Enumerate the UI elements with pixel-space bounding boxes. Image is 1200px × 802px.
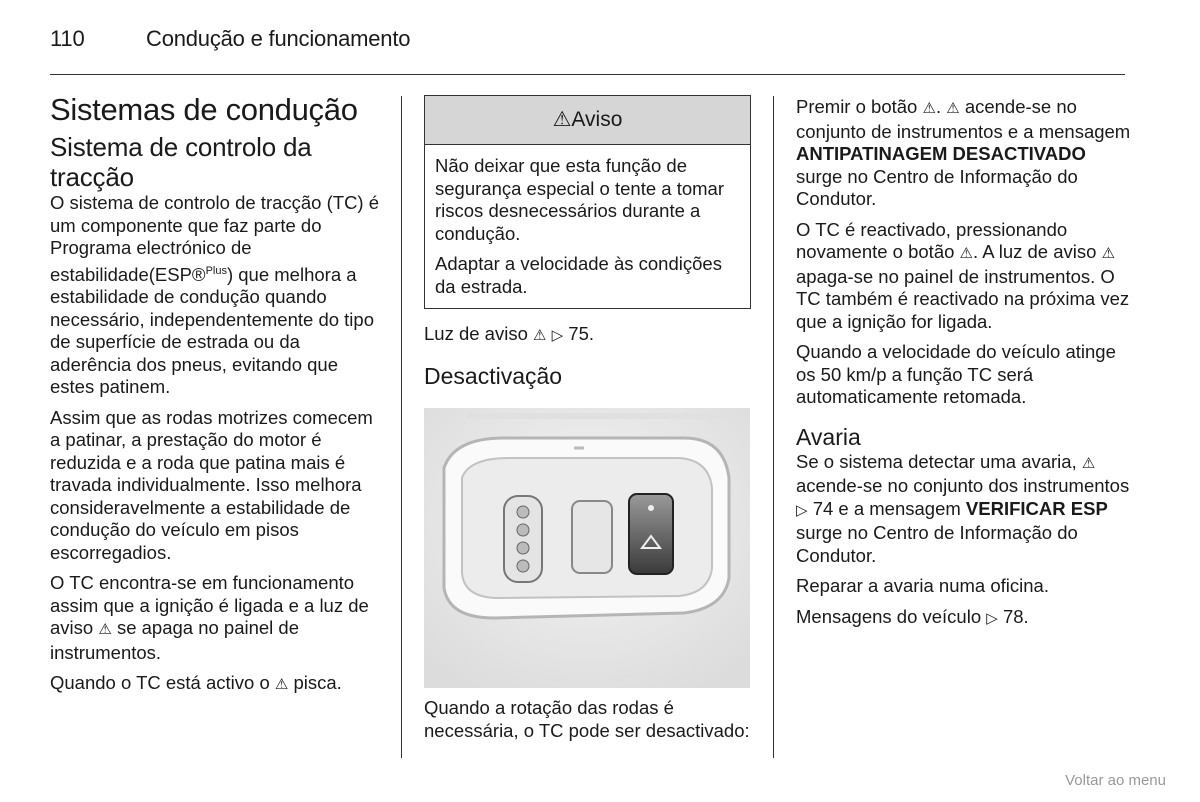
paragraph: O TC é reactivado, pressionando novamente o botão ⚠. A luz de aviso ⚠ apaga-se no painel de instrumentos. O TC também é reactivado na próxima vez que a ignição for ligada. — [796, 218, 1130, 332]
tc-warning-icon: ⚠ — [946, 100, 960, 117]
column-3 — [796, 96, 1131, 638]
paragraph: Quando a velocidade do veículo atinge os 50 km/p a função TC será automaticamente retomada. — [796, 341, 1116, 407]
paragraph: Premir o botão ⚠. ⚠ acende-se no conjunto de instrumentos e a mensagem ANTIPATINAGEM DESACTIVADO surge no Centro de Informação do Condutor. — [796, 96, 1131, 209]
warning-text: Não deixar que esta função de segurança especial o tente a tomar riscos desnecessários durante a condução. — [435, 155, 724, 244]
page-title: Sistemas de condução — [50, 92, 358, 127]
warning-triangle-icon: ⚠ — [552, 108, 572, 131]
tc-warning-icon: ⚠ — [98, 621, 112, 639]
page-number: 110 — [50, 26, 85, 51]
paragraph: O sistema de controlo de tracção (TC) é um componente que faz parte do Programa electrónico de estabilidade(ESP®$^{Plus}$) que melhora a estabilidade de condução quando necessário, independentemente do tipo de superfície de estrada ou da aderência dos pneus, evitando que estes patinem. — [50, 192, 380, 398]
cross-reference: Mensagens do veículo ▷ 78. — [796, 605, 1029, 627]
paragraph: Quando o TC está activo o ⚠ pisca. — [50, 672, 342, 694]
tc-warning-icon: ⚠ — [533, 327, 547, 344]
paragraph: Reparar a avaria numa oficina. — [796, 575, 1049, 596]
warning-header: ⚠Aviso — [425, 96, 750, 145]
cross-reference: Luz de aviso ⚠ ▷ 75. — [424, 323, 595, 344]
column-2 — [424, 95, 754, 750]
paragraph: Se o sistema detectar uma avaria, ⚠ acende-se no conjunto dos instrumentos ▷ 74 e a mensagem VERIFICAR ESP surge no Centro de Informação do Condutor. — [796, 450, 1130, 566]
section-heading: Sistema de controlo da tracção — [50, 132, 312, 192]
section-heading: Avaria — [796, 423, 861, 450]
reference-arrow-icon: ▷ — [796, 501, 808, 519]
column-1 — [50, 92, 380, 705]
switch-panel-illustration — [424, 408, 750, 688]
tc-button-icon: ⚠ — [959, 245, 973, 262]
back-to-menu-link[interactable]: Voltar ao menu — [1065, 772, 1166, 789]
paragraph: Assim que as rodas motrizes comecem a patinar, a prestação do motor é reduzida e a roda que patina mais é travada individualmente. Isso melhora consideravelmente a estabilidade de condução do veículo em pisos escorregadios. — [50, 406, 373, 563]
section-title: Condução e funcionamento — [146, 26, 411, 51]
tc-warning-icon: ⚠ — [274, 676, 289, 694]
reference-arrow-icon: ▷ — [986, 609, 998, 627]
esp-warning-icon: ⚠ — [1081, 454, 1096, 472]
paragraph: Quando a rotação das rodas é necessária, o TC pode ser desactivado: — [424, 697, 750, 741]
tc-warning-icon: ⚠ — [1101, 245, 1116, 262]
warning-text: Adaptar a velocidade às condições da estrada. — [435, 253, 722, 297]
paragraph: O TC encontra-se em funcionamento assim que a ignição é ligada e a luz de aviso ⚠ se apaga no painel de instrumentos. — [50, 572, 369, 663]
page-header — [50, 26, 410, 52]
column-divider — [773, 96, 774, 758]
header-rule — [50, 74, 1125, 75]
reference-arrow-icon: ▷ — [551, 327, 564, 344]
tc-button-icon: ⚠ — [922, 100, 936, 117]
column-divider — [401, 96, 402, 758]
section-heading: Desactivação — [424, 362, 563, 389]
warning-box — [424, 95, 751, 309]
